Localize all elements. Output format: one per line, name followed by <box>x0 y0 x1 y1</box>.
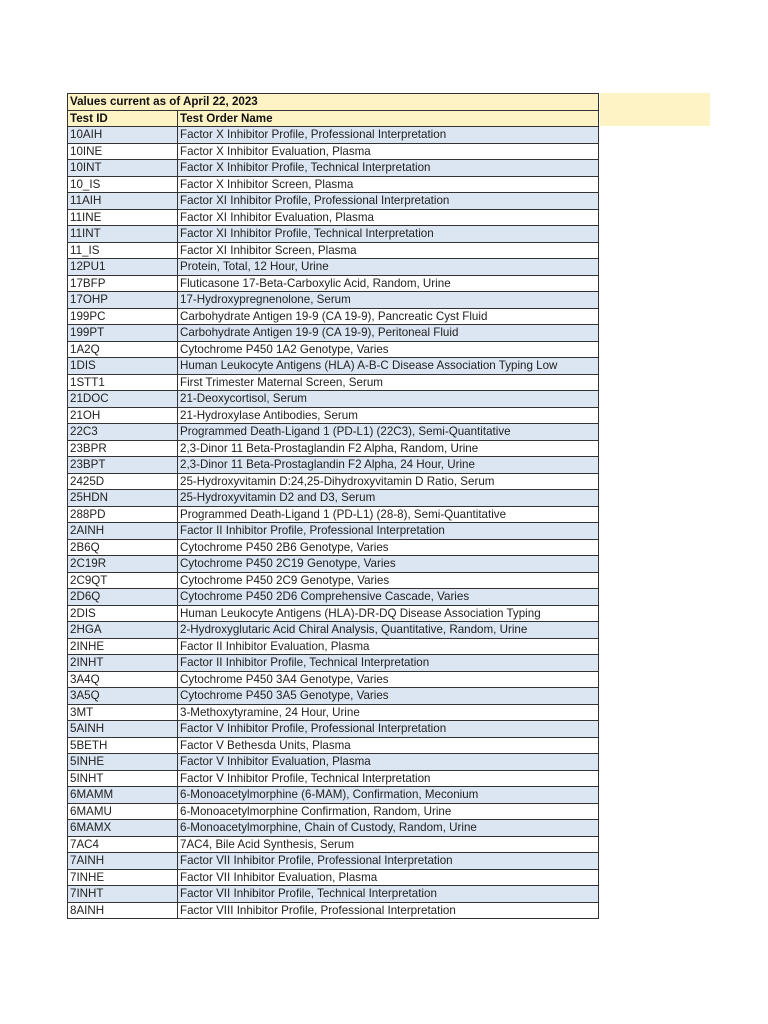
test-order-name-cell: 7AC4, Bile Acid Synthesis, Serum <box>178 836 599 853</box>
test-order-name-cell: Protein, Total, 12 Hour, Urine <box>178 259 599 276</box>
test-order-name-cell: First Trimester Maternal Screen, Serum <box>178 374 599 391</box>
table-row <box>68 473 599 490</box>
column-header-test-order-name: Test Order Name <box>178 110 599 127</box>
table-row <box>68 143 599 160</box>
test-id-cell: 3A5Q <box>68 688 178 705</box>
test-order-name-cell: Factor VIII Inhibitor Profile, Professional Interpretation <box>178 902 599 919</box>
test-id-cell: 1A2Q <box>68 341 178 358</box>
test-id-cell: 5AINH <box>68 721 178 738</box>
table-row <box>68 770 599 787</box>
test-order-name-cell: Factor XI Inhibitor Evaluation, Plasma <box>178 209 599 226</box>
test-id-cell: 2DIS <box>68 605 178 622</box>
test-id-cell: 1STT1 <box>68 374 178 391</box>
test-id-cell: 6MAMM <box>68 787 178 804</box>
test-id-cell: 17BFP <box>68 275 178 292</box>
table-row <box>68 407 599 424</box>
test-order-name-cell: 2,3-Dinor 11 Beta-Prostaglandin F2 Alpha, 24 Hour, Urine <box>178 457 599 474</box>
table-row <box>68 539 599 556</box>
table-row <box>68 506 599 523</box>
test-order-name-cell: 17-Hydroxypregnenolone, Serum <box>178 292 599 309</box>
table-row <box>68 490 599 507</box>
test-id-cell: 23BPT <box>68 457 178 474</box>
column-header-test-id: Test ID <box>68 110 178 127</box>
test-id-cell: 199PT <box>68 325 178 342</box>
table-row <box>68 803 599 820</box>
values-current-banner: Values current as of April 22, 2023 <box>68 94 599 111</box>
test-id-cell: 6MAMU <box>68 803 178 820</box>
test-id-cell: 12PU1 <box>68 259 178 276</box>
test-order-name-cell: Cytochrome P450 2B6 Genotype, Varies <box>178 539 599 556</box>
test-order-name-cell: Fluticasone 17-Beta-Carboxylic Acid, Random, Urine <box>178 275 599 292</box>
test-id-cell: 199PC <box>68 308 178 325</box>
table-row <box>68 902 599 919</box>
table-row <box>68 176 599 193</box>
table-row <box>68 671 599 688</box>
test-id-cell: 10INT <box>68 160 178 177</box>
table-row <box>68 127 599 144</box>
test-order-name-cell: Factor XI Inhibitor Profile, Technical Interpretation <box>178 226 599 243</box>
test-order-name-cell: Factor II Inhibitor Profile, Professional Interpretation <box>178 523 599 540</box>
test-id-cell: 2AINH <box>68 523 178 540</box>
test-order-name-cell: Programmed Death-Ligand 1 (PD-L1) (28-8), Semi-Quantitative <box>178 506 599 523</box>
table-row <box>68 226 599 243</box>
table-row <box>68 424 599 441</box>
test-order-name-cell: 2,3-Dinor 11 Beta-Prostaglandin F2 Alpha, Random, Urine <box>178 440 599 457</box>
test-order-name-cell: Cytochrome P450 2C19 Genotype, Varies <box>178 556 599 573</box>
table-row <box>68 754 599 771</box>
table-row <box>68 391 599 408</box>
table-row <box>68 275 599 292</box>
table-row <box>68 869 599 886</box>
test-id-cell: 6MAMX <box>68 820 178 837</box>
test-id-cell: 2B6Q <box>68 539 178 556</box>
test-id-cell: 3MT <box>68 704 178 721</box>
test-order-name-cell: Carbohydrate Antigen 19-9 (CA 19-9), Pancreatic Cyst Fluid <box>178 308 599 325</box>
test-id-cell: 2C9QT <box>68 572 178 589</box>
test-id-cell: 21DOC <box>68 391 178 408</box>
header-fill-extension <box>600 93 710 126</box>
table-row <box>68 209 599 226</box>
table-row <box>68 457 599 474</box>
test-id-cell: 2425D <box>68 473 178 490</box>
test-id-cell: 288PD <box>68 506 178 523</box>
test-order-name-cell: Cytochrome P450 2D6 Comprehensive Cascade, Varies <box>178 589 599 606</box>
table-row <box>68 622 599 639</box>
test-order-name-cell: Factor X Inhibitor Profile, Technical Interpretation <box>178 160 599 177</box>
test-id-cell: 8AINH <box>68 902 178 919</box>
test-order-name-cell: Factor XI Inhibitor Profile, Professional Interpretation <box>178 193 599 210</box>
table-row <box>68 853 599 870</box>
test-order-name-cell: Human Leukocyte Antigens (HLA) A-B-C Disease Association Typing Low <box>178 358 599 375</box>
test-id-cell: 21OH <box>68 407 178 424</box>
test-order-name-cell: 25-Hydroxyvitamin D2 and D3, Serum <box>178 490 599 507</box>
test-id-cell: 22C3 <box>68 424 178 441</box>
column-header-row <box>68 110 599 127</box>
test-order-name-cell: Factor X Inhibitor Evaluation, Plasma <box>178 143 599 160</box>
test-id-cell: 5INHE <box>68 754 178 771</box>
table-row <box>68 721 599 738</box>
test-id-cell: 2D6Q <box>68 589 178 606</box>
table-row <box>68 556 599 573</box>
table-row <box>68 341 599 358</box>
table-row <box>68 688 599 705</box>
table-row <box>68 292 599 309</box>
table-row <box>68 836 599 853</box>
test-order-name-cell: 6-Monoacetylmorphine Confirmation, Random, Urine <box>178 803 599 820</box>
test-order-name-cell: Factor X Inhibitor Screen, Plasma <box>178 176 599 193</box>
test-order-name-cell: 2-Hydroxyglutaric Acid Chiral Analysis, Quantitative, Random, Urine <box>178 622 599 639</box>
test-id-cell: 7INHT <box>68 886 178 903</box>
test-id-cell: 2INHE <box>68 638 178 655</box>
test-id-cell: 3A4Q <box>68 671 178 688</box>
table-row <box>68 374 599 391</box>
table-row <box>68 787 599 804</box>
test-id-cell: 2HGA <box>68 622 178 639</box>
test-id-cell: 10_IS <box>68 176 178 193</box>
table-row <box>68 308 599 325</box>
test-order-name-cell: Factor V Inhibitor Evaluation, Plasma <box>178 754 599 771</box>
table-row <box>68 523 599 540</box>
banner-row <box>68 94 599 111</box>
test-order-name-cell: Cytochrome P450 3A4 Genotype, Varies <box>178 671 599 688</box>
test-id-cell: 2INHT <box>68 655 178 672</box>
test-id-cell: 11INE <box>68 209 178 226</box>
test-order-name-cell: Carbohydrate Antigen 19-9 (CA 19-9), Peritoneal Fluid <box>178 325 599 342</box>
table-row <box>68 605 599 622</box>
table-row <box>68 589 599 606</box>
test-order-name-cell: Factor XI Inhibitor Screen, Plasma <box>178 242 599 259</box>
test-order-name-cell: 21-Hydroxylase Antibodies, Serum <box>178 407 599 424</box>
table-row <box>68 655 599 672</box>
test-id-cell: 1DIS <box>68 358 178 375</box>
test-id-cell: 10AIH <box>68 127 178 144</box>
test-id-cell: 10INE <box>68 143 178 160</box>
table-row <box>68 820 599 837</box>
test-id-cell: 25HDN <box>68 490 178 507</box>
test-order-name-cell: 6-Monoacetylmorphine (6-MAM), Confirmation, Meconium <box>178 787 599 804</box>
table-row <box>68 242 599 259</box>
table-row <box>68 440 599 457</box>
test-id-cell: 7INHE <box>68 869 178 886</box>
table-row <box>68 737 599 754</box>
test-order-name-cell: 3-Methoxytyramine, 24 Hour, Urine <box>178 704 599 721</box>
table-row <box>68 638 599 655</box>
test-order-name-cell: Factor VII Inhibitor Profile, Technical Interpretation <box>178 886 599 903</box>
test-order-name-cell: Factor II Inhibitor Evaluation, Plasma <box>178 638 599 655</box>
table-row <box>68 259 599 276</box>
table-row <box>68 325 599 342</box>
test-order-name-cell: Factor II Inhibitor Profile, Technical Interpretation <box>178 655 599 672</box>
test-id-cell: 2C19R <box>68 556 178 573</box>
test-order-name-cell: 6-Monoacetylmorphine, Chain of Custody, Random, Urine <box>178 820 599 837</box>
test-order-name-cell: 21-Deoxycortisol, Serum <box>178 391 599 408</box>
test-id-cell: 23BPR <box>68 440 178 457</box>
table-body <box>68 94 599 919</box>
test-id-cell: 11AIH <box>68 193 178 210</box>
test-order-name-cell: Cytochrome P450 1A2 Genotype, Varies <box>178 341 599 358</box>
test-order-name-cell: Factor VII Inhibitor Evaluation, Plasma <box>178 869 599 886</box>
table-row <box>68 886 599 903</box>
test-order-name-cell: Factor VII Inhibitor Profile, Professional Interpretation <box>178 853 599 870</box>
test-order-name-cell: Factor V Bethesda Units, Plasma <box>178 737 599 754</box>
test-order-name-cell: Cytochrome P450 3A5 Genotype, Varies <box>178 688 599 705</box>
table-row <box>68 572 599 589</box>
test-order-name-cell: Programmed Death-Ligand 1 (PD-L1) (22C3), Semi-Quantitative <box>178 424 599 441</box>
test-order-name-cell: Factor V Inhibitor Profile, Technical Interpretation <box>178 770 599 787</box>
test-id-table <box>67 93 599 919</box>
test-id-cell: 7AC4 <box>68 836 178 853</box>
test-id-cell: 7AINH <box>68 853 178 870</box>
test-order-name-cell: Cytochrome P450 2C9 Genotype, Varies <box>178 572 599 589</box>
test-id-cell: 11INT <box>68 226 178 243</box>
test-order-name-cell: Human Leukocyte Antigens (HLA)-DR-DQ Disease Association Typing <box>178 605 599 622</box>
test-order-name-cell: 25-Hydroxyvitamin D:24,25-Dihydroxyvitamin D Ratio, Serum <box>178 473 599 490</box>
table-row <box>68 160 599 177</box>
test-id-cell: 11_IS <box>68 242 178 259</box>
test-order-name-cell: Factor V Inhibitor Profile, Professional Interpretation <box>178 721 599 738</box>
table-row <box>68 358 599 375</box>
table-row <box>68 704 599 721</box>
test-id-cell: 17OHP <box>68 292 178 309</box>
test-id-cell: 5INHT <box>68 770 178 787</box>
test-id-cell: 5BETH <box>68 737 178 754</box>
table-row <box>68 193 599 210</box>
test-order-name-cell: Factor X Inhibitor Profile, Professional Interpretation <box>178 127 599 144</box>
